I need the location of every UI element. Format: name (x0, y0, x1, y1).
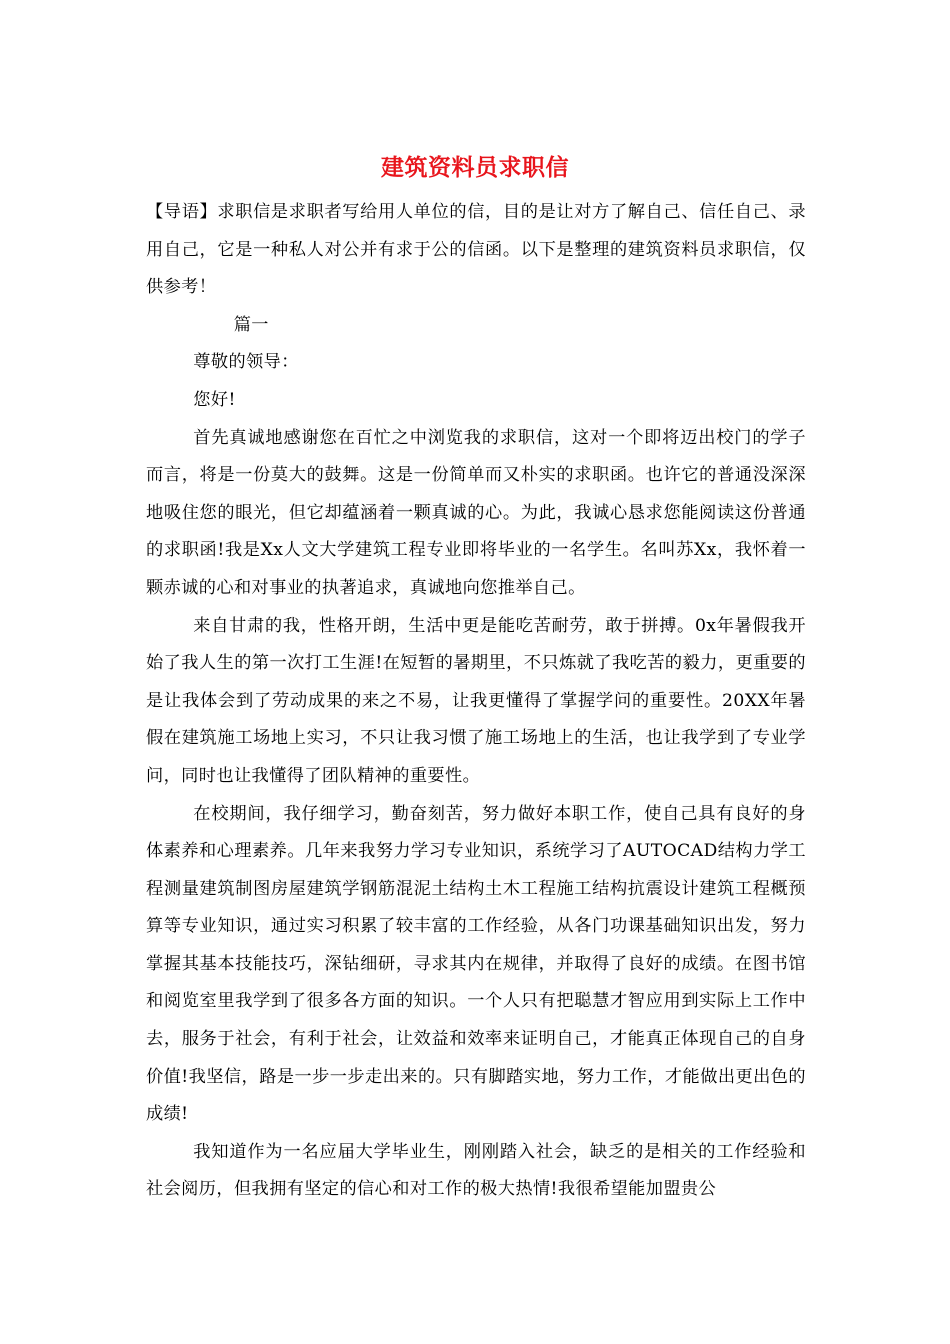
intro-paragraph: 【导语】求职信是求职者写给用人单位的信，目的是让对方了解自己、信任自己、录用自己，它是一种私人对公并有求于公的信函。以下是整理的建筑资料员求职信，仅供参考！ (146, 202, 806, 298)
body-paragraph: 来自甘肃的我，性格开朗，生活中更是能吃苦耐劳，敢于拼搏。0x年暑假我开始了我人生的第一次打工生涯!在短暂的暑期里，不只炼就了我吃苦的毅力，更重要的是让我体会到了劳动成果的来之不易，让我更懂得了掌握学问的重要性。20XX年暑假在建筑施工场地上实习，不只让我习惯了施工场地上的生活，也让我学到了专业学问，同时也让我懂得了团队精神的重要性。 (146, 615, 806, 786)
section-heading: 篇一 (233, 314, 269, 335)
greeting: 您好! (193, 389, 236, 410)
body-paragraph: 首先真诚地感谢您在百忙之中浏览我的求职信，这对一个即将迈出校门的学子而言，将是一份莫大的鼓舞。这是一份简单而又朴实的求职函。也许它的普通没深深地吸住您的眼光，但它却蕴涵着一颗真诚的心。为此，我诚心恳求您能阅读这份普通的求职函!我是Xx人文大学建筑工程专业即将毕业的一名学生。名叫苏Xx，我怀着一颗赤诚的心和对事业的执著追求，真诚地向您推举自己。 (146, 427, 806, 598)
body-paragraph: 在校期间，我仔细学习，勤奋刻苦，努力做好本职工作，使自己具有良好的身体素养和心理素养。几年来我努力学习专业知识，系统学习了AUTOCAD结构力学工程测量建筑制图房屋建筑学钢筋混泥土结构土木工程施工结构抗震设计建筑工程概预算等专业知识，通过实习积累了较丰富的工作经验，从各门功课基础知识出发，努力掌握其基本技能技巧，深钻细研，寻求其内在规律，并取得了良好的成绩。在图书馆和阅览室里我学到了很多各方面的知识。一个人只有把聪慧才智应用到实际上工作中去，服务于社会，有利于社会，让效益和效率来证明自己，才能真正体现自己的自身价值!我坚信，路是一步一步走出来的。只有脚踏实地，努力工作，才能做出更出色的成绩! (146, 803, 806, 1125)
document-title: 建筑资料员求职信 (381, 154, 569, 181)
document-body (146, 194, 806, 1209)
salutation: 尊敬的领导： (193, 352, 299, 373)
body-paragraph: 我知道作为一名应届大学毕业生，刚刚踏入社会，缺乏的是相关的工作经验和社会阅历，但我拥有坚定的信心和对工作的极大热情!我很希望能加盟贵公 (146, 1141, 806, 1200)
